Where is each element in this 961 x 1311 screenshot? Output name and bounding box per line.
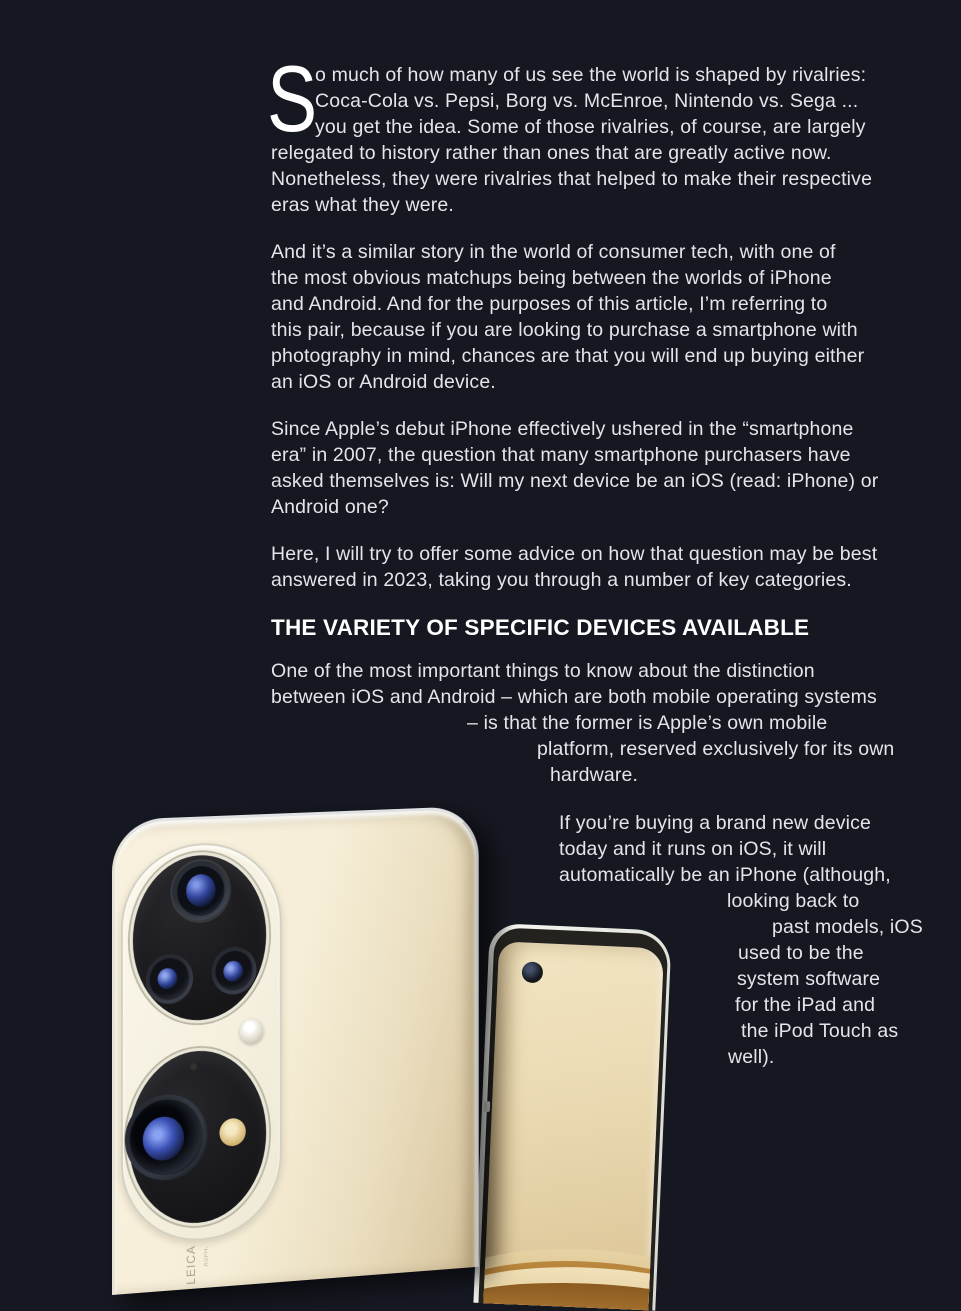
text-line: Since Apple’s debut iPhone effectively ushered in the “smartphone [271, 418, 854, 440]
paragraph-smartphone-era [271, 416, 919, 520]
text-line: – is that the former is Apple’s own mobile [467, 712, 828, 734]
paragraph-consumer-tech [271, 239, 919, 395]
flash [240, 1019, 263, 1045]
text-line: this pair, because if you are looking to purchase a smartphone with [271, 319, 858, 341]
paragraph-advice [271, 541, 919, 593]
lens-spec-label: ASPH. [203, 1245, 210, 1267]
paragraph-distinction [271, 658, 919, 788]
section-heading: THE VARIETY OF SPECIFIC DEVICES AVAILABLE [271, 615, 810, 640]
wide-lens [146, 953, 193, 1005]
wide-lens-iris [158, 968, 178, 990]
text-line: Android one? [271, 496, 389, 518]
text-line: between iOS and Android – which are both mobile operating systems [271, 686, 877, 708]
laser-dot [190, 1063, 197, 1070]
text-line: the iPod Touch as [741, 1020, 899, 1042]
article-column [267, 0, 923, 1070]
camera-circle-top [130, 849, 269, 1027]
text-line: Coca-Cola vs. Pepsi, Borg vs. McEnroe, Nintendo vs. Sega ... [315, 90, 859, 112]
text-line: One of the most important things to know about the distinction [271, 660, 815, 682]
text-line: If you’re buying a brand new device [559, 812, 872, 834]
text-line: and Android. And for the purposes of this article, I’m referring to [271, 293, 828, 315]
text-line: system software [737, 968, 881, 990]
text-line: looking back to [727, 890, 860, 912]
text-line: used to be the [738, 942, 864, 964]
text-line: automatically be an iPhone (although, [559, 864, 891, 886]
text-line: today and it runs on iOS, it will [559, 838, 827, 860]
text-line: for the iPad and [735, 994, 876, 1016]
paragraph-rivalries [271, 62, 919, 218]
paragraph-brand-new-device [271, 810, 923, 1070]
text-line: And it’s a similar story in the world of consumer tech, with one of [271, 241, 836, 263]
text-line: past models, iOS [772, 916, 923, 938]
text-line: Here, I will try to offer some advice on how that question may be best [271, 543, 878, 565]
text-line: asked themselves is: Will my next device be an iOS (read: iPhone) or [271, 470, 879, 492]
text-line: eras what they were. [271, 194, 454, 216]
text-line: well). [728, 1046, 775, 1068]
text-line: the most obvious matchups being between the worlds of iPhone [271, 267, 832, 289]
side-antenna-line [484, 1101, 490, 1112]
text-line: an iOS or Android device. [271, 371, 496, 393]
camera-circle-bottom [126, 1044, 269, 1231]
text-line: you get the idea. Some of those rivalries, of course, are largely [315, 116, 866, 138]
text-line: era” in 2007, the question that many smartphone purchasers have [271, 444, 851, 466]
text-line: platform, reserved exclusively for its own [537, 738, 895, 760]
drop-cap: S [267, 46, 318, 151]
main-lens-iris [186, 874, 215, 908]
zoom-lens [125, 1092, 208, 1183]
text-line: photography in mind, chances are that you will end up buying either [271, 345, 865, 367]
zoom-lens-iris [143, 1115, 184, 1161]
text-line: relegated to history rather than ones that are greatly active now. [271, 142, 832, 164]
gold-accent-dot [219, 1118, 245, 1147]
main-lens [172, 860, 229, 922]
tele-lens [212, 946, 257, 996]
text-line: hardware. [550, 764, 639, 786]
tele-lens-iris [223, 960, 243, 982]
camera-module-plate [121, 840, 282, 1246]
text-line: Nonetheless, they were rivalries that helped to make their respective [271, 168, 873, 190]
text-line: o much of how many of us see the world is shaped by rivalries: [315, 64, 867, 86]
text-line: answered in 2023, taking you through a number of key categories. [271, 569, 852, 591]
leica-label: LEICA [184, 1244, 198, 1286]
